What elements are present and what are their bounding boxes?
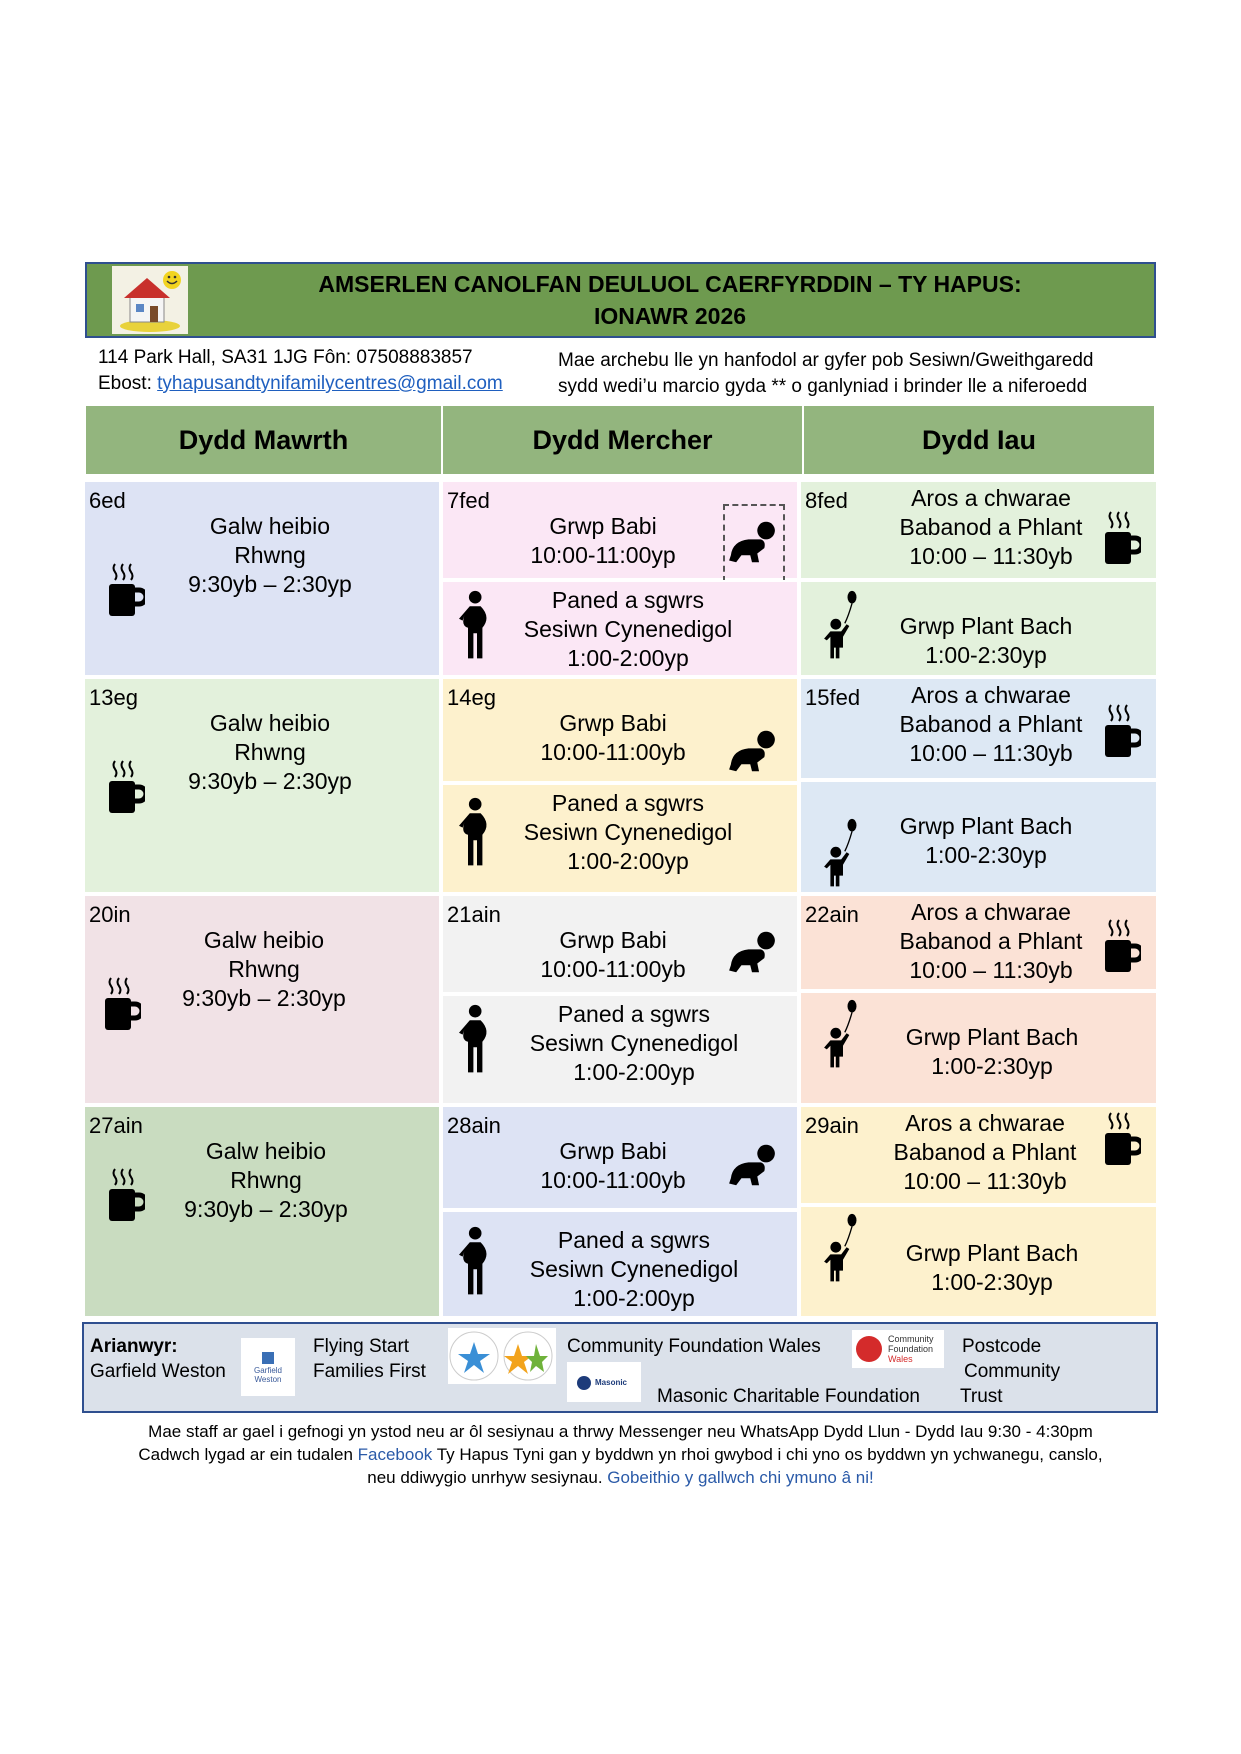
session-detail: Sesiwn Cynenedigol	[523, 819, 733, 845]
child-with-balloon-icon	[823, 590, 863, 662]
coffee-mug-icon	[101, 976, 141, 1032]
thursday-am-cell-week-3	[799, 894, 1158, 991]
footer-note	[40, 1420, 1201, 1489]
date-label: 14eg	[447, 685, 496, 710]
footer-line-3	[40, 1466, 1201, 1489]
funder-postcode-community-trust	[962, 1334, 1060, 1409]
cfw-logo-line-2: Foundation	[888, 1344, 934, 1354]
funder-community-foundation-wales: Community Foundation Wales	[567, 1336, 821, 1357]
date-label: 15fed	[805, 685, 861, 710]
coffee-mug-icon	[105, 759, 145, 815]
date-label: 6ed	[89, 488, 126, 513]
session-title: Paned a sgwrs	[557, 1227, 711, 1253]
day-header-thursday: Dydd Iau	[804, 406, 1154, 474]
session-text	[871, 612, 1101, 670]
facebook-link[interactable]: Facebook	[357, 1445, 433, 1464]
cfw-logo-line-3: Wales	[888, 1354, 913, 1364]
session-text	[149, 926, 379, 1013]
garfield-logo-text: Garfield Weston	[253, 1366, 282, 1384]
funder-flying-start-line: Flying Start	[313, 1336, 410, 1357]
footer-line-1: Mae staff ar gael i gefnogi yn ystod neu ar ôl sesiynau a thrwy Messenger neu WhatsApp Dydd Llun - Dydd Iau 9:30 - 4:30pm	[148, 1422, 1093, 1441]
wednesday-am-cell-week-4	[441, 1105, 799, 1210]
session-title: Paned a sgwrs	[551, 587, 705, 613]
pregnant-woman-icon	[457, 797, 497, 869]
session-text	[503, 789, 753, 876]
session-time: 10:00 – 11:30yb	[903, 1168, 1067, 1194]
thursday-pm-cell-week-3	[799, 991, 1158, 1105]
session-title: Grwp Plant Bach	[899, 613, 1073, 639]
pregnant-woman-icon	[457, 1226, 497, 1298]
session-time: 10:00-11:00yb	[540, 1167, 686, 1193]
date-label: 8fed	[805, 488, 848, 513]
thursday-pm-cell-week-1	[799, 580, 1158, 677]
session-title: Grwp Babi	[559, 927, 667, 953]
session-time: 9:30yb – 2:30yp	[188, 571, 352, 597]
thursday-pm-cell-week-2	[799, 780, 1158, 894]
wednesday-pm-cell-week-2	[441, 783, 799, 894]
session-time: 1:00-2:30yp	[925, 842, 1047, 868]
thursday-am-cell-week-2	[799, 677, 1158, 780]
funder-families-first-line: Families First	[313, 1361, 426, 1382]
tuesday-cell-week-3	[83, 894, 441, 1105]
tuesday-cell-week-4	[83, 1105, 441, 1318]
community-foundation-wales-logo	[852, 1330, 944, 1368]
session-time: 10:00 – 11:30yb	[909, 957, 1073, 983]
pregnant-woman-icon	[457, 590, 497, 662]
thursday-am-cell-week-1	[799, 480, 1158, 580]
session-text	[151, 1137, 381, 1224]
footer-closing: Gobeithio y gallwch chi ymuno â ni!	[607, 1468, 874, 1487]
date-label: 13eg	[89, 685, 138, 710]
session-time: 1:00-2:00yp	[567, 645, 689, 671]
footer-line-2	[40, 1443, 1201, 1466]
coffee-mug-icon	[1101, 918, 1141, 974]
session-title: Aros a chwarae	[905, 1110, 1065, 1136]
coffee-mug-icon	[1101, 510, 1141, 566]
session-title: Grwp Babi	[549, 513, 657, 539]
session-title: Paned a sgwrs	[557, 1001, 711, 1027]
tuesday-cell-week-1	[83, 480, 441, 677]
session-text	[509, 1226, 759, 1313]
session-time: 1:00-2:30yp	[931, 1269, 1053, 1295]
garfield-weston-logo	[241, 1338, 295, 1396]
session-detail: Rhwng	[234, 739, 306, 765]
postcode-line-2: Community	[964, 1361, 1061, 1382]
funders-heading: Arianwyr:	[90, 1336, 178, 1357]
session-time: 10:00-11:00yb	[540, 956, 686, 982]
funders-heading-block	[90, 1334, 226, 1384]
session-detail: Sesiwn Cynenedigol	[523, 616, 733, 642]
title-line-1: AMSERLEN CANOLFAN DEULUOL CAERFYRDDIN – TY HAPUS:	[318, 271, 1022, 297]
date-label: 27ain	[89, 1113, 143, 1138]
postcode-line-1: Postcode	[962, 1336, 1042, 1357]
coffee-mug-icon	[1101, 1111, 1141, 1167]
masonic-logo	[567, 1362, 641, 1402]
session-time: 10:00-11:00yp	[530, 542, 676, 568]
session-title: Galw heibio	[209, 710, 331, 736]
coffee-mug-icon	[105, 562, 145, 618]
session-time: 1:00-2:00yp	[567, 848, 689, 874]
email-link[interactable]: tyhapusandtynifamilycentres@gmail.com	[157, 373, 503, 394]
session-detail: Babanod a Phlant	[899, 928, 1083, 954]
date-label: 20in	[89, 902, 131, 927]
footer-text: Ty Hapus Tyni gan y byddwn yn rhoi gwybod i chi yno os byddwn yn ychwanegu, canslo,	[432, 1445, 1103, 1464]
booking-note-line-2: sydd wedi’u marcio gyda ** o ganlyniad i brinder lle a niferoedd	[558, 376, 1088, 397]
session-time: 9:30yb – 2:30yp	[188, 768, 352, 794]
wednesday-am-cell-week-1	[441, 480, 799, 580]
session-text	[493, 512, 713, 570]
flying-start-logos	[448, 1328, 556, 1384]
cfw-logo-line-1: Community	[888, 1334, 934, 1344]
footer-text: Cadwch lygad ar ein tudalen	[138, 1445, 358, 1464]
session-detail: Sesiwn Cynenedigol	[529, 1256, 739, 1282]
session-text	[881, 898, 1101, 985]
title-line-2: IONAWR 2026	[593, 303, 747, 329]
session-detail: Sesiwn Cynenedigol	[529, 1030, 739, 1056]
booking-note	[558, 348, 1158, 400]
session-detail: Babanod a Phlant	[899, 711, 1083, 737]
wednesday-pm-cell-week-4	[441, 1210, 799, 1318]
child-with-balloon-icon	[823, 999, 863, 1071]
day-header-tuesday: Dydd Mawrth	[86, 406, 441, 474]
session-title: Galw heibio	[209, 513, 331, 539]
wednesday-pm-cell-week-3	[441, 994, 799, 1105]
email-label: Ebost:	[98, 373, 158, 394]
funder-garfield-weston: Garfield Weston	[90, 1361, 226, 1382]
funder-flying-start	[313, 1334, 426, 1384]
crawling-baby-icon	[725, 729, 779, 773]
date-label: 29ain	[805, 1113, 859, 1138]
session-time: 1:00-2:30yp	[925, 642, 1047, 668]
session-title: Galw heibio	[203, 927, 325, 953]
session-text	[877, 1023, 1107, 1081]
session-text	[503, 926, 723, 984]
session-text	[881, 484, 1101, 571]
session-title: Grwp Babi	[559, 710, 667, 736]
session-title: Grwp Plant Bach	[899, 813, 1073, 839]
session-title: Aros a chwarae	[911, 899, 1071, 925]
session-detail: Babanod a Phlant	[899, 514, 1083, 540]
session-detail: Rhwng	[234, 542, 306, 568]
session-title: Aros a chwarae	[911, 485, 1071, 511]
day-header-wednesday: Dydd Mercher	[443, 406, 802, 474]
date-label: 28ain	[447, 1113, 501, 1138]
thursday-am-cell-week-4	[799, 1105, 1158, 1205]
wednesday-am-cell-week-3	[441, 894, 799, 994]
date-label: 7fed	[447, 488, 490, 513]
session-time: 9:30yb – 2:30yp	[182, 985, 346, 1011]
session-text	[881, 681, 1101, 768]
wednesday-pm-cell-week-1	[441, 580, 799, 677]
session-time: 10:00 – 11:30yb	[909, 543, 1073, 569]
session-text	[871, 812, 1101, 870]
crawling-baby-icon	[723, 504, 785, 582]
session-text	[503, 586, 753, 673]
child-with-balloon-icon	[823, 1213, 863, 1285]
tuesday-cell-week-2	[83, 677, 441, 894]
session-title: Aros a chwarae	[911, 682, 1071, 708]
session-title: Grwp Plant Bach	[905, 1240, 1079, 1266]
session-title: Paned a sgwrs	[551, 790, 705, 816]
child-with-balloon-icon	[823, 818, 863, 890]
session-detail: Rhwng	[228, 956, 300, 982]
session-time: 1:00-2:00yp	[573, 1059, 695, 1085]
postcode-line-3: Trust	[960, 1386, 1003, 1407]
booking-note-line-1: Mae archebu lle yn hanfodol ar gyfer pob Sesiwn/Gweithgaredd	[558, 350, 1094, 371]
crawling-baby-icon	[725, 1143, 779, 1187]
session-text	[503, 1137, 723, 1195]
thursday-pm-cell-week-4	[799, 1205, 1158, 1318]
session-detail: Rhwng	[230, 1167, 302, 1193]
page-title	[190, 268, 1150, 332]
funder-masonic-charitable-foundation: Masonic Charitable Foundation	[657, 1386, 920, 1407]
wednesday-am-cell-week-2	[441, 677, 799, 783]
pregnant-woman-icon	[457, 1004, 497, 1076]
session-detail: Babanod a Phlant	[893, 1139, 1077, 1165]
address-phone: 114 Park Hall, SA31 1JG Fôn: 07508883857	[98, 347, 473, 368]
session-text	[877, 1239, 1107, 1297]
session-text	[509, 1000, 759, 1087]
session-time: 1:00-2:00yp	[573, 1285, 695, 1311]
session-text	[503, 709, 723, 767]
session-text	[155, 512, 385, 599]
date-label: 21ain	[447, 902, 501, 927]
date-label: 22ain	[805, 902, 859, 927]
session-title: Galw heibio	[205, 1138, 327, 1164]
coffee-mug-icon	[1101, 703, 1141, 759]
contact-block	[98, 345, 558, 397]
footer-text: neu ddiwygio unrhyw sesiynau.	[367, 1468, 608, 1487]
session-time: 10:00-11:00yb	[540, 739, 686, 765]
house-logo-icon	[112, 266, 188, 334]
session-time: 1:00-2:30yp	[931, 1053, 1053, 1079]
session-title: Grwp Babi	[559, 1138, 667, 1164]
session-time: 10:00 – 11:30yb	[909, 740, 1073, 766]
session-text	[155, 709, 385, 796]
session-title: Grwp Plant Bach	[905, 1024, 1079, 1050]
session-time: 9:30yb – 2:30yp	[184, 1196, 348, 1222]
masonic-logo-text: Masonic	[595, 1378, 628, 1387]
session-text	[875, 1109, 1095, 1196]
coffee-mug-icon	[105, 1167, 145, 1223]
crawling-baby-icon	[725, 930, 779, 974]
email-line	[98, 371, 558, 397]
